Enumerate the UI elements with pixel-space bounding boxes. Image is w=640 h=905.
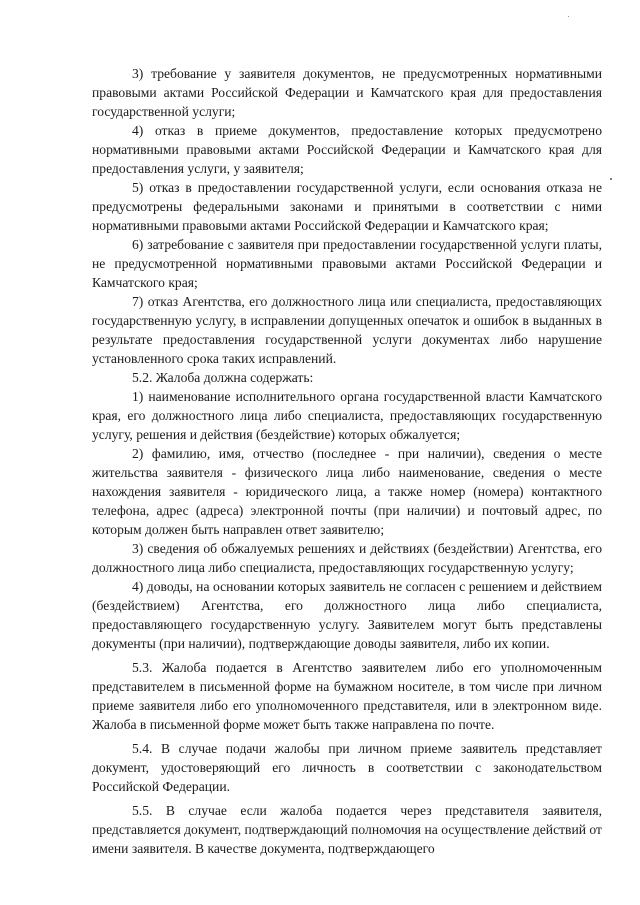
paragraph-item-5: 5) отказ в предоставлении государственной услуги, если основания отказа не предусмотрены федеральными законами и принятыми в соответствии с ними нормативными правовыми актами Российской Федерации и Камчатского края; (92, 180, 602, 233)
paragraph-5-2-item-3: 3) сведения об обжалуемых решениях и действиях (бездействии) Агентства, его должностного лица либо специалиста, предоставляющих государственную услугу; (92, 541, 602, 575)
section-5-4: 5.4. В случае подачи жалобы при личном приеме заявитель представляет документ, удостоверяющий его личность в соответствии с законодательством Российской Федерации. (92, 741, 602, 794)
paragraph-item-4: 4) отказ в приеме документов, предоставление которых предусмотрено нормативными правовыми актами Российской Федерации и Камчатского края для предоставления услуги, у заявителя; (92, 123, 602, 176)
scan-speck (610, 178, 612, 180)
scan-speck (568, 16, 569, 17)
document-body (92, 64, 602, 858)
section-5-2-heading: 5.2. Жалоба должна содержать: (132, 370, 314, 385)
paragraph-item-3: 3) требование у заявителя документов, не предусмотренных нормативными правовыми актами Российской Федерации и Камчатского края для предоставления государственной услуги; (92, 66, 602, 119)
section-5-3: 5.3. Жалоба подается в Агентство заявителем либо его уполномоченным представителем в письменной форме на бумажном носителе, в том числе при личном приеме заявителя либо его уполномоченного представителя, или в электронном виде. Жалоба в письменной форме может быть также направлена по почте. (92, 660, 602, 732)
paragraph-item-7: 7) отказ Агентства, его должностного лица или специалиста, предоставляющих государственную услугу, в исправлении допущенных опечаток и ошибок в выданных в результате предоставления государственной услуги документах либо нарушение установленного срока таких исправлений. (92, 294, 602, 366)
paragraph-5-2-item-2: 2) фамилию, имя, отчество (последнее - при наличии), сведения о месте жительства заявителя - физического лица либо наименование, сведения о месте нахождения заявителя - юридического лица, а также номер (номера) контактного телефона, адрес (адреса) электронной почты (при наличии) и почтовый адрес, по которым должен быть направлен ответ заявителю; (92, 446, 602, 537)
paragraph-5-2-item-1: 1) наименование исполнительного органа государственной власти Камчатского края, его должностного лица либо специалиста, предоставляющих государственную услугу, решения и действия (бездействие) которых обжалуется; (92, 389, 602, 442)
section-5-5: 5.5. В случае если жалоба подается через представителя заявителя, представляется документ, подтверждающий полномочия на осуществление действий от имени заявителя. В качестве документа, подтверждающего (92, 803, 602, 856)
paragraph-5-2-item-4: 4) доводы, на основании которых заявитель не согласен с решением и действием (бездействием) Агентства, его должностного лица либо специалиста, предоставляющего государственную услугу. Заявителем могут быть представлены документы (при наличии), подтверждающие доводы заявителя, либо их копии. (92, 579, 602, 651)
paragraph-item-6: 6) затребование с заявителя при предоставлении государственной услуги платы, не предусмотренной нормативными правовыми актами Российской Федерации и Камчатского края; (92, 237, 602, 290)
